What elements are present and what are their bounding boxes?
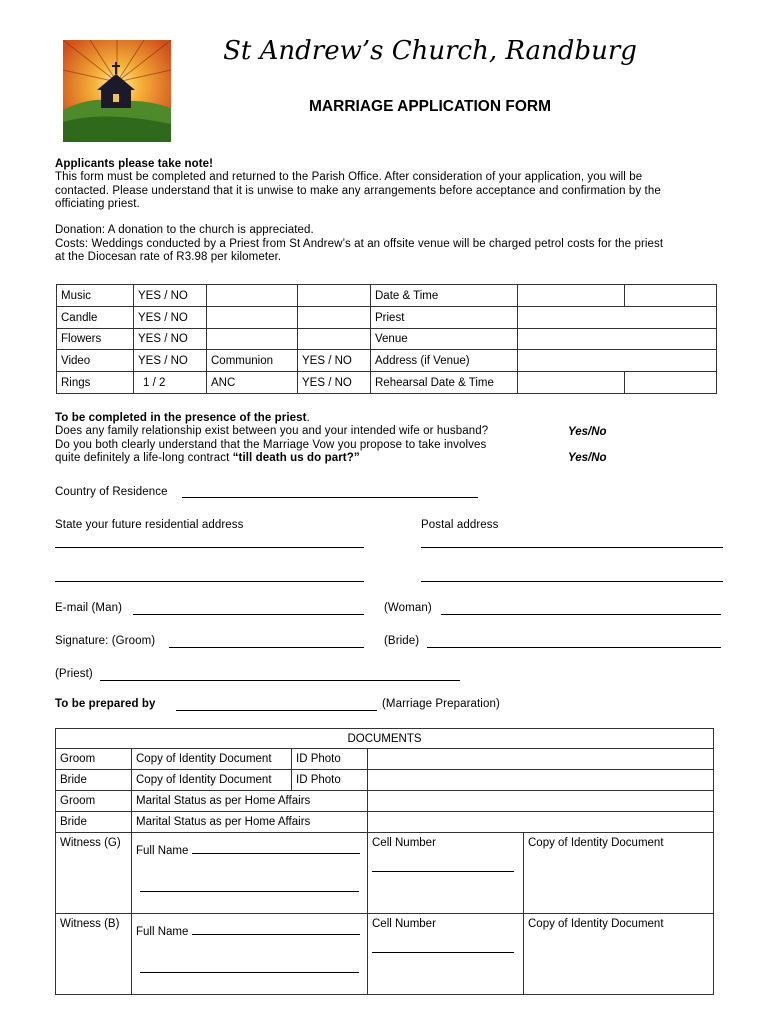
- copy-id-label: Copy of Identity Document: [528, 837, 664, 849]
- witness-b-id-cell[interactable]: [524, 914, 714, 995]
- note-body-line1: This form must be completed and returned to the Parish Office. After consideration of your application, you will be: [55, 171, 643, 183]
- option-right-value[interactable]: [518, 307, 717, 329]
- witness-b-cell-cell[interactable]: [368, 914, 524, 995]
- documents-title: DOCUMENTS: [56, 729, 714, 749]
- option-label: Flowers: [57, 329, 134, 350]
- option-right-value2[interactable]: [625, 285, 717, 307]
- full-name-line[interactable]: [192, 843, 360, 854]
- option-extra-label: Communion: [207, 350, 298, 372]
- witness-b-name-cell[interactable]: [132, 914, 368, 995]
- option-right-label: Address (if Venue): [371, 350, 518, 372]
- country-label: Country of Residence: [55, 486, 168, 498]
- witness-g-id-cell[interactable]: [524, 833, 714, 914]
- note-body-line2: contacted. Please understand that it is unwise to make any arrangements before acceptance and confirmation by the: [55, 185, 661, 197]
- option-extra-choice[interactable]: YES / NO: [298, 372, 371, 394]
- question-2-quote: “till death us do part?”: [232, 452, 360, 464]
- doc-check[interactable]: [368, 749, 714, 770]
- church-name: St Andrew’s Church, Randburg: [223, 36, 637, 66]
- note-body-line3: officiating priest.: [55, 198, 140, 210]
- option-extra-label: [207, 329, 298, 350]
- copy-id-label: Copy of Identity Document: [528, 918, 664, 930]
- option-extra-label: [207, 307, 298, 329]
- option-right-value[interactable]: [518, 285, 625, 307]
- doc-check[interactable]: [368, 791, 714, 812]
- option-row-music: [57, 285, 717, 307]
- doc-who: Bride: [56, 770, 132, 791]
- form-title: MARRIAGE APPLICATION FORM: [309, 98, 551, 115]
- doc-who: Bride: [56, 812, 132, 833]
- question-2-prefix: quite definitely a life-long contract: [55, 452, 233, 464]
- doc-check[interactable]: [368, 812, 714, 833]
- option-label: Music: [57, 285, 134, 307]
- future-address-line1[interactable]: [55, 547, 364, 548]
- option-extra-choice[interactable]: [298, 329, 371, 350]
- marriage-prep-label: (Marriage Preparation): [382, 698, 500, 710]
- option-extra-label: [207, 285, 298, 307]
- option-label: Rings: [57, 372, 134, 394]
- option-right-value2[interactable]: [625, 372, 717, 394]
- costs-line2: at the Diocesan rate of R3.98 per kilometer.: [55, 251, 282, 263]
- doc-name: Copy of Identity Document: [132, 749, 292, 770]
- options-table: [56, 284, 717, 394]
- email-man-label: E-mail (Man): [55, 602, 123, 614]
- note-heading: Applicants please take note!: [55, 158, 214, 170]
- option-right-label: Date & Time: [371, 285, 518, 307]
- option-right-label: Venue: [371, 329, 518, 350]
- sig-groom-label: Signature: (Groom): [55, 635, 156, 647]
- donation-text: Donation: A donation to the church is appreciated.: [55, 224, 314, 236]
- option-extra-label: ANC: [207, 372, 298, 394]
- doc-check[interactable]: [368, 770, 714, 791]
- witness-b-row: [56, 914, 714, 995]
- priest-heading: [55, 412, 735, 426]
- option-choice[interactable]: YES / NO: [134, 285, 207, 307]
- cell-number-label: Cell Number: [372, 837, 436, 849]
- option-label: Video: [57, 350, 134, 372]
- postal-address-line1[interactable]: [421, 547, 723, 548]
- future-address-label: State your future residential address: [55, 519, 244, 531]
- costs-line1: Costs: Weddings conducted by a Priest from St Andrew’s at an offsite venue will be charged petrol costs for the priest: [55, 238, 664, 250]
- question-1-answer[interactable]: Yes/No: [568, 426, 607, 438]
- cell-number-line[interactable]: [372, 942, 514, 953]
- witness-g-cell-cell[interactable]: [368, 833, 524, 914]
- witness-b-label: Witness (B): [56, 914, 132, 995]
- prepared-by-line[interactable]: [176, 710, 377, 711]
- option-choice[interactable]: 1 / 2: [134, 372, 207, 394]
- full-name-label: Full Name: [136, 845, 189, 857]
- option-right-value[interactable]: [518, 329, 717, 350]
- option-right-label: Rehearsal Date & Time: [371, 372, 518, 394]
- cell-number-line[interactable]: [372, 861, 514, 872]
- doc-name: Marital Status as per Home Affairs: [132, 812, 368, 833]
- email-woman-line[interactable]: [441, 614, 721, 615]
- country-line[interactable]: [182, 497, 478, 498]
- option-row-rings: [57, 372, 717, 394]
- full-name-line[interactable]: [192, 924, 360, 935]
- option-row-flowers: [57, 329, 717, 350]
- witness-g-name-cell[interactable]: [132, 833, 368, 914]
- option-extra-choice[interactable]: [298, 285, 371, 307]
- question-2-line1: Do you both clearly understand that the Marriage Vow you propose to take involves: [55, 439, 487, 451]
- doc-who: Groom: [56, 749, 132, 770]
- full-name-line2[interactable]: [140, 962, 359, 973]
- option-choice[interactable]: YES / NO: [134, 329, 207, 350]
- option-label: Candle: [57, 307, 134, 329]
- option-choice[interactable]: YES / NO: [134, 307, 207, 329]
- witness-g-row: [56, 833, 714, 914]
- witness-g-label: Witness (G): [56, 833, 132, 914]
- postal-address-line2[interactable]: [421, 581, 723, 582]
- doc-row: [56, 812, 714, 833]
- doc-photo: ID Photo: [292, 770, 368, 791]
- church-logo-image: [63, 40, 171, 142]
- postal-address-label: Postal address: [421, 519, 499, 531]
- sig-bride-line[interactable]: [427, 647, 721, 648]
- option-choice[interactable]: YES / NO: [134, 350, 207, 372]
- cell-number-label: Cell Number: [372, 918, 436, 930]
- doc-row: [56, 791, 714, 812]
- option-right-value[interactable]: [518, 372, 625, 394]
- doc-name: Marital Status as per Home Affairs: [132, 791, 368, 812]
- documents-table: [55, 728, 714, 995]
- future-address-line2[interactable]: [55, 581, 364, 582]
- full-name-label: Full Name: [136, 926, 189, 938]
- question-2-line2: [55, 452, 575, 466]
- priest-label: (Priest): [55, 668, 93, 680]
- doc-photo: ID Photo: [292, 749, 368, 770]
- church-logo: [63, 40, 171, 142]
- option-extra-choice[interactable]: [298, 307, 371, 329]
- email-woman-label: (Woman): [384, 602, 432, 614]
- doc-name: Copy of Identity Document: [132, 770, 292, 791]
- option-row-candle: [57, 307, 717, 329]
- doc-who: Groom: [56, 791, 132, 812]
- option-right-value[interactable]: [518, 350, 717, 372]
- sig-bride-label: (Bride): [384, 635, 420, 647]
- doc-row: [56, 749, 714, 770]
- option-right-label: Priest: [371, 307, 518, 329]
- email-man-line[interactable]: [133, 614, 364, 615]
- priest-heading-text: To be completed in the presence of the priest: [55, 412, 307, 424]
- question-2-answer[interactable]: Yes/No: [568, 452, 607, 464]
- option-row-video: [57, 350, 717, 372]
- priest-heading-end: .: [306, 412, 310, 424]
- full-name-line2[interactable]: [140, 881, 359, 892]
- question-1: Does any family relationship exist between you and your intended wife or husband?: [55, 425, 489, 437]
- sig-groom-line[interactable]: [169, 647, 364, 648]
- option-extra-choice[interactable]: YES / NO: [298, 350, 371, 372]
- priest-line[interactable]: [100, 680, 460, 681]
- doc-row: [56, 770, 714, 791]
- prepared-by-label: To be prepared by: [55, 698, 156, 710]
